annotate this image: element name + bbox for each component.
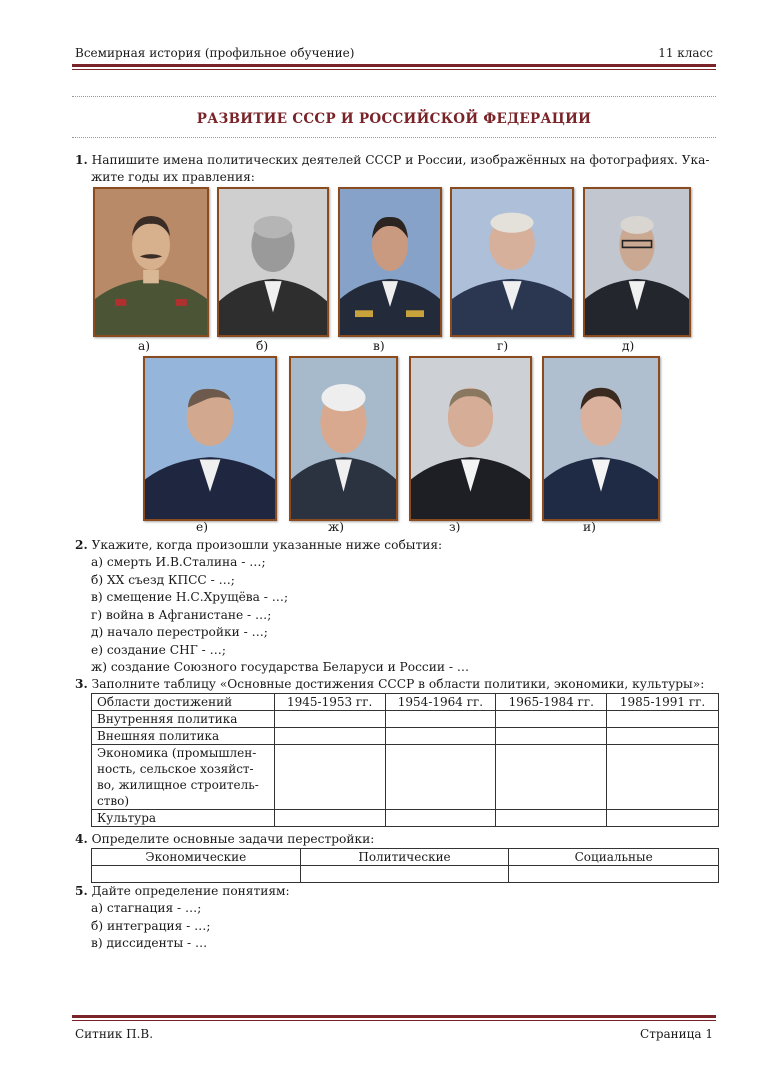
table-header-row xyxy=(92,694,719,711)
answer-cell[interactable] xyxy=(385,728,496,745)
row-label-line: ность, сельское хозяйст- xyxy=(97,762,254,776)
event-item: в) смещение Н.С.Хрущёва - …; xyxy=(91,590,289,604)
title-divider-bottom xyxy=(72,137,716,138)
answer-cell[interactable] xyxy=(607,711,719,728)
question-1-text-cont: жите годы их правления: xyxy=(91,170,255,184)
table-row-label: Внешняя политика xyxy=(92,728,275,745)
table-header-cell: 1985-1991 гг. xyxy=(607,694,719,711)
row-label-line: Экономика (промышлен- xyxy=(97,746,257,760)
term-item: в) диссиденты - … xyxy=(91,936,208,950)
portrait-photo-b xyxy=(217,187,329,337)
answer-cell[interactable] xyxy=(496,745,607,810)
row-label-line: во, жилищное строитель- xyxy=(97,778,259,792)
photo-label-c: в) xyxy=(373,339,385,353)
footer-author: Ситник П.В. xyxy=(75,1027,154,1041)
table-header-cell: Социальные xyxy=(509,849,719,866)
portrait-photo-g xyxy=(289,356,398,521)
question-5-number: 5. xyxy=(75,884,88,898)
table-header-cell: 1954-1964 гг. xyxy=(385,694,496,711)
row-label-line: ство) xyxy=(97,794,130,808)
question-5-items xyxy=(91,900,210,953)
answer-cell[interactable] xyxy=(509,866,719,883)
question-3-text: Заполните таблицу «Основные достижения СССР в области политики, экономики, культуры»: xyxy=(91,677,705,691)
term-item: б) интеграция - …; xyxy=(91,918,211,933)
table-row xyxy=(92,866,719,883)
event-item: ж) создание Союзного государства Беларуси и России - … xyxy=(91,660,470,674)
achievements-table xyxy=(91,693,719,827)
event-item: г) война в Афганистане - …; xyxy=(91,607,272,622)
photo-label-e: д) xyxy=(622,339,635,353)
answer-cell[interactable] xyxy=(496,810,607,827)
answer-cell[interactable] xyxy=(496,728,607,745)
header-rule xyxy=(72,64,716,67)
question-5 xyxy=(75,883,290,900)
table-row-label: Культура xyxy=(92,810,275,827)
table-header-cell: Политические xyxy=(300,849,509,866)
event-item: б) XX съезд КПСС - …; xyxy=(91,572,235,587)
header-subject: Всемирная история (профильное обучение) xyxy=(75,46,355,60)
table-header-cell: 1965-1984 гг. xyxy=(496,694,607,711)
answer-cell[interactable] xyxy=(385,745,496,810)
answer-cell[interactable] xyxy=(300,866,509,883)
table-row xyxy=(92,728,719,745)
perestroika-table xyxy=(91,848,719,883)
portrait-photo-a xyxy=(93,187,209,337)
photo-label-a: а) xyxy=(138,339,151,353)
answer-cell[interactable] xyxy=(274,728,385,745)
photo-label-f: е) xyxy=(196,520,208,534)
question-2 xyxy=(75,537,442,554)
question-2-number: 2. xyxy=(75,538,88,552)
table-row xyxy=(92,810,719,827)
table-row-label xyxy=(92,745,275,810)
photo-label-g: ж) xyxy=(328,520,344,534)
header-rule-thin xyxy=(72,69,716,70)
answer-cell[interactable] xyxy=(385,711,496,728)
question-4 xyxy=(75,831,374,848)
table-header-cell: Экономические xyxy=(92,849,301,866)
table-header-cell: 1945-1953 гг. xyxy=(274,694,385,711)
question-5-text: Дайте определение понятиям: xyxy=(91,884,290,898)
question-1-number: 1. xyxy=(75,153,88,167)
event-item: д) начало перестройки - …; xyxy=(91,625,268,639)
header-grade: 11 класс xyxy=(658,46,713,60)
table-row xyxy=(92,745,719,810)
answer-cell[interactable] xyxy=(607,810,719,827)
question-3-number: 3. xyxy=(75,677,88,691)
footer-page-number: Страница 1 xyxy=(640,1027,713,1041)
question-1-text: Напишите имена политических деятелей СССР и России, изображённых на фотографиях. Ука- xyxy=(91,153,710,167)
portrait-photo-c xyxy=(338,187,442,337)
photo-label-d: г) xyxy=(497,339,509,353)
page-title: РАЗВИТИЕ СССР И РОССИЙСКОЙ ФЕДЕРАЦИИ xyxy=(196,111,592,127)
question-3 xyxy=(75,676,704,693)
table-row-label: Внутренняя политика xyxy=(92,711,275,728)
portrait-photo-e xyxy=(583,187,691,337)
event-item: е) создание СНГ - …; xyxy=(91,642,226,657)
photo-label-i: и) xyxy=(583,520,596,534)
term-item: а) стагнация - …; xyxy=(91,901,202,915)
table-header-cell: Области достижений xyxy=(92,694,275,711)
answer-cell[interactable] xyxy=(274,810,385,827)
title-divider-top xyxy=(72,96,716,97)
portrait-photo-f xyxy=(143,356,277,521)
question-2-items xyxy=(91,554,469,677)
question-4-text: Определите основные задачи перестройки: xyxy=(91,832,375,846)
footer-rule xyxy=(72,1015,716,1018)
table-header-row xyxy=(92,849,719,866)
portrait-photo-d xyxy=(450,187,574,337)
answer-cell[interactable] xyxy=(274,745,385,810)
answer-cell[interactable] xyxy=(274,711,385,728)
answer-cell[interactable] xyxy=(385,810,496,827)
question-4-number: 4. xyxy=(75,832,88,846)
question-1 xyxy=(75,152,710,169)
answer-cell[interactable] xyxy=(607,728,719,745)
answer-cell[interactable] xyxy=(607,745,719,810)
answer-cell[interactable] xyxy=(92,866,301,883)
event-item: а) смерть И.В.Сталина - …; xyxy=(91,555,266,569)
portrait-photo-h xyxy=(409,356,532,521)
footer-rule-thin xyxy=(72,1020,716,1021)
portrait-photo-i xyxy=(542,356,660,521)
question-2-text: Укажите, когда произошли указанные ниже события: xyxy=(91,538,443,552)
photo-label-h: з) xyxy=(449,520,461,534)
table-row xyxy=(92,711,719,728)
answer-cell[interactable] xyxy=(496,711,607,728)
photo-label-b: б) xyxy=(256,339,269,353)
